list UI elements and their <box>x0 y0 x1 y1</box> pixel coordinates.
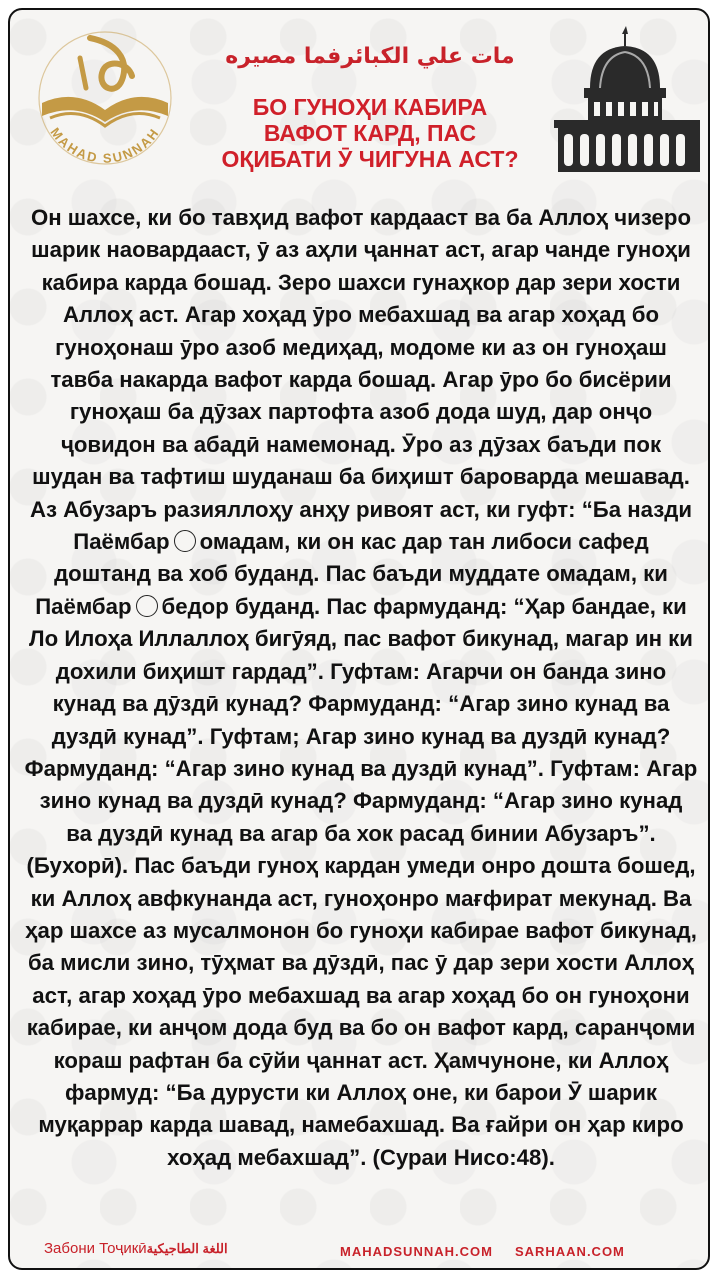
language-label <box>44 1240 228 1257</box>
language-tajik: Забони Тоҷикӣ <box>44 1240 147 1257</box>
title-line-2: ВАФОТ КАРД, ПАС <box>263 120 477 146</box>
salawat-icon <box>136 595 158 617</box>
svg-text:MAHAD SUNNAH: MAHAD SUNNAH <box>47 124 163 166</box>
title-line-1: БО ГУНОҲИ КАБИРА <box>252 94 488 120</box>
language-arabic: اللغة الطاجيكية <box>146 1241 228 1256</box>
title-line-3: ОҚИБАТИ Ӯ ЧИГУНА АСТ? <box>221 146 519 172</box>
arabic-title: مات علي الكبائرفما مصيره <box>225 44 515 69</box>
body-segment-1: Он шахсе, ки бо тавҳид вафот кардааст ва ба Аллоҳ чизеро шарик наовардааст, ӯ аз аҳли ҷаннат аст, агар чанде гуноҳи кабира карда бошад. Зеро шахси гунаҳкор дар зери хости Аллоҳ аст. Агар хоҳад ӯро мебахшад ва агар хоҳад бо гуноҳонаш ӯро азоб медиҳад, модоме ки аз он гуноҳаш тавба накарда вафот карда бошад. Агар ӯро бо бисёрии гуноҳаш ба дӯзах партофта азоб дода шуд, дар онҷо ҷовидон ва абадӣ намемонад. Ӯро аз дӯзах баъди пок шудан ва тафтиш шуданаш ба биҳишт бароварда мешавад. Аз Абузаръ разияллоҳу анҳу ривоят аст, ки гуфт: “Ба назди Паёмбар <box>29 205 693 555</box>
mosque-dome-illustration <box>550 26 700 176</box>
salawat-icon <box>174 530 196 552</box>
body-segment-3: бедор буданд. Пас фармуданд: “Ҳар бандае, ки Ло Илоҳа Иллаллоҳ бигӯяд, пас вафот бикунад, магар ин ки дохили биҳишт гардад”. Гуфтам: Агарчи он банда зино кунад ва дӯздӣ кунад? Фармуданд: “Агар зино кунад ва дуздӣ кунад”. Гуфтам; Агар зино кунад ва дуздӣ кунад? Фармуданд: “Агар зино кунад ва дуздӣ кунад”. Гуфтам: Агар зино кунад ва дуздӣ кунад? Фармуданд: “Агар зино кунад ва дуздӣ кунад ва агар ба хок расад бинии Абузаръ”. (Бухорӣ). Пас баъди гуноҳ кардан умеди онро дошта бошед, ки Аллоҳ авфкунанда аст, гуноҳонро мағфират мекунад. Ва ҳар шахсе аз мусалмонон бо гуноҳи кабирае вафот бикунад, ба мисли зино, тӯҳмат ва дӯздӣ, пас ӯ дар зери хости Аллоҳ аст, агар хоҳад ӯро мебахшад ва агар хоҳад бо он гуноҳони кабирае, ки анҷом дода буд ва бо он вафот кард, саранҷоми кораш рафтан ба сӯйи ҷаннат аст. Ҳамчуноне, ки Аллоҳ фармуд: “Ба дурусти ки Аллоҳ оне, ки барои Ӯ шарик муқаррар карда шавад, намебахшад. Ва ғайри он ҳар киро хоҳад мебахшад”. (Сураи Нисо:48). <box>24 593 698 1170</box>
article-body <box>24 202 698 1174</box>
website-links <box>340 1244 625 1259</box>
mahad-sunnah-logo <box>20 18 190 178</box>
poster-frame <box>8 8 710 1270</box>
site-link-sarhaan[interactable]: SARHAAN.COM <box>514 1244 625 1259</box>
site-link-mahadsunnah[interactable]: MAHADSUNNAH.COM <box>340 1244 493 1259</box>
body-segment-2: омадам, ки он кас дар тан либоси сафед доштанд ва хоб буданд. Пас баъди муддате омадам, ки Паёмбар <box>35 529 668 619</box>
page-title <box>180 94 560 172</box>
